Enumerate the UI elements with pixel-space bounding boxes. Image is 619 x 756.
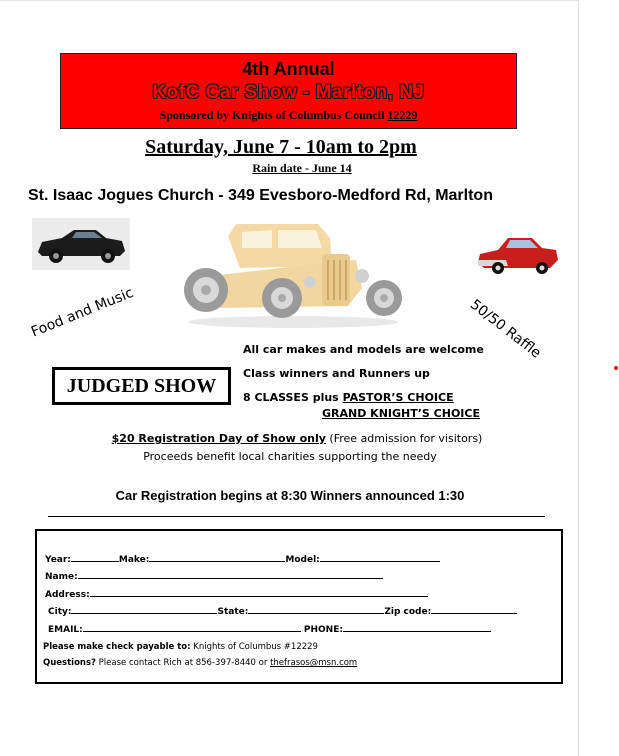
questions-label: Questions? xyxy=(43,658,96,668)
state-field[interactable] xyxy=(248,605,384,614)
zip-field[interactable] xyxy=(431,605,517,614)
phone-field[interactable] xyxy=(343,623,491,632)
registration-fee xyxy=(0,432,594,445)
contact-text: Please contact Rich at 856-397-8440 or xyxy=(95,658,271,668)
state-label: State: xyxy=(217,607,249,617)
email-label: EMAIL: xyxy=(48,625,83,635)
black-muscle-car-icon xyxy=(32,218,130,270)
model-label: Model: xyxy=(285,555,320,565)
welcome-text: All car makes and models are welcome xyxy=(243,343,484,356)
contact-email-link[interactable]: thefrasos@msn.com xyxy=(270,658,358,668)
title-banner xyxy=(60,53,517,129)
class-winners-text: Class winners and Runners up xyxy=(243,367,430,380)
judged-show-box: JUDGED SHOW xyxy=(52,367,231,405)
banner-annual: 4th Annual xyxy=(242,59,335,79)
address-field[interactable] xyxy=(90,588,428,597)
council-number: 12229 xyxy=(387,108,418,122)
address-label: Address: xyxy=(45,590,90,600)
make-label: Make: xyxy=(118,555,150,565)
fee-text: $20 Registration Day of Show only xyxy=(111,432,326,445)
name-field[interactable] xyxy=(78,570,383,579)
red-dot-marker xyxy=(614,366,618,370)
make-field[interactable] xyxy=(149,553,285,562)
check-payee: Knights of Columbus #12229 xyxy=(190,642,318,652)
zip-label: Zip code: xyxy=(384,607,432,617)
proceeds-text: Proceeds benefit local charities supporting the needy xyxy=(143,450,437,463)
city-label: City: xyxy=(48,607,72,617)
fee-note: (Free admission for visitors) xyxy=(325,432,483,445)
raffle-label: 50/50 Raffle xyxy=(467,296,544,362)
phone-label: PHONE: xyxy=(303,625,343,635)
year-label: Year: xyxy=(45,555,71,565)
model-field[interactable] xyxy=(320,553,440,562)
email-field[interactable] xyxy=(83,623,301,632)
event-date: Saturday, June 7 - 10am to 2pm xyxy=(145,136,417,158)
sponsor-text: Sponsored by Knights of Columbus Council xyxy=(159,108,388,122)
classes-prefix: 8 CLASSES plus xyxy=(243,391,343,404)
check-label: Please make check payable to: xyxy=(43,642,191,652)
banner-sponsor xyxy=(61,108,516,123)
hot-rod-car-icon xyxy=(180,218,406,330)
grand-knight-choice: GRAND KNIGHT’S CHOICE xyxy=(322,407,480,420)
rain-date: Rain date - June 14 xyxy=(252,161,352,175)
registration-form xyxy=(35,529,563,684)
city-field[interactable] xyxy=(71,605,217,614)
name-label: Name: xyxy=(45,572,78,582)
food-and-music-label: Food and Music xyxy=(29,284,136,341)
pastor-choice: PASTOR’S CHOICE xyxy=(342,391,454,404)
red-classic-car-icon xyxy=(476,228,560,278)
venue-address: St. Isaac Jogues Church - 349 Evesboro-Medford Rd, Marlton xyxy=(28,187,493,204)
classes-text xyxy=(243,391,454,404)
divider-line xyxy=(48,516,545,517)
year-field[interactable] xyxy=(71,553,119,562)
registration-times: Car Registration begins at 8:30 Winners announced 1:30 xyxy=(115,488,465,503)
banner-title: KofC Car Show - Marlton, NJ xyxy=(152,82,425,103)
